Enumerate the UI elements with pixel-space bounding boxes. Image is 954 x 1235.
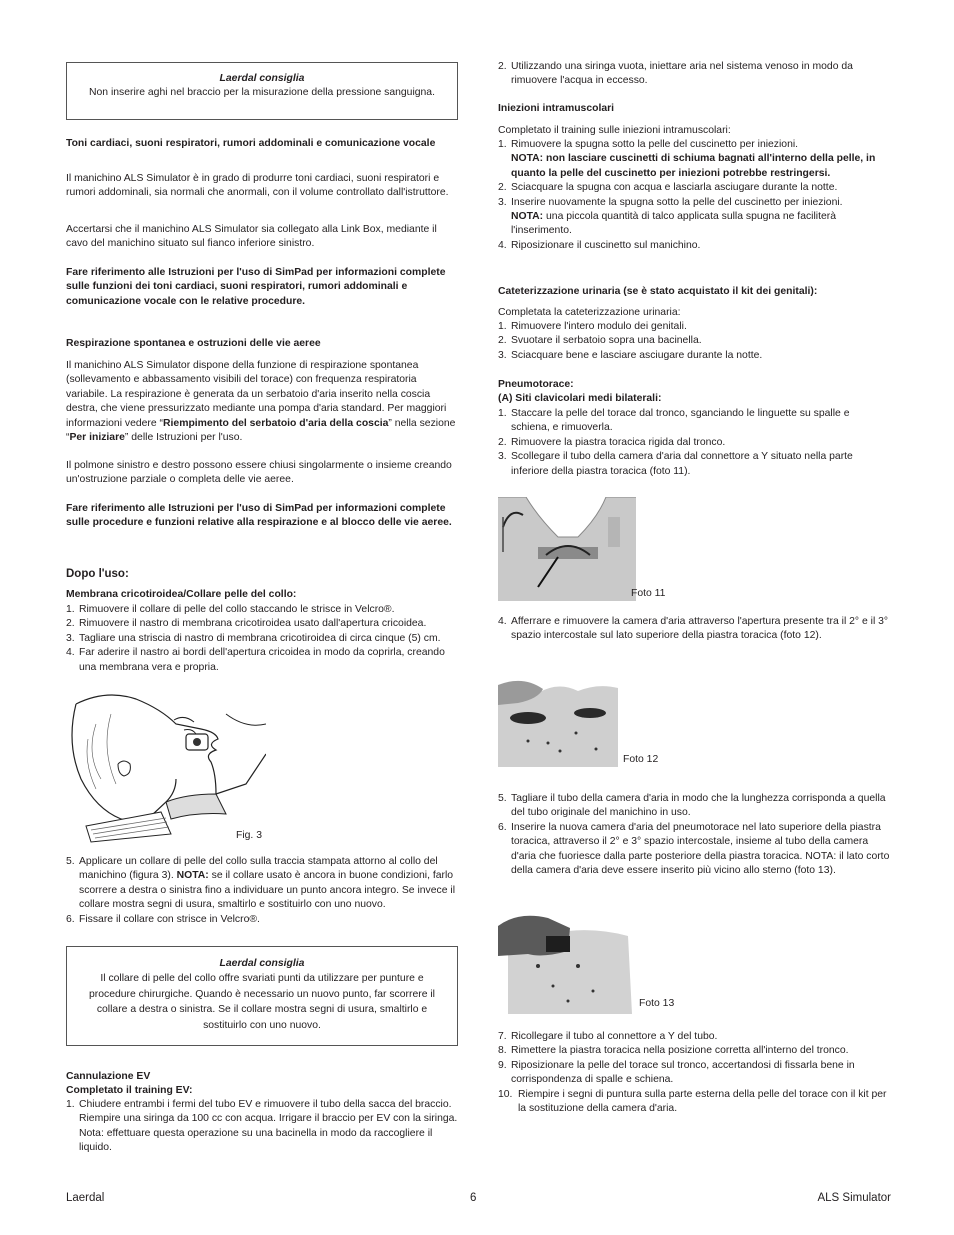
tip-title: Laerdal consiglia — [219, 73, 305, 84]
right-column — [498, 0, 890, 1235]
paragraph: Completata la cateterizzazione urinaria: — [498, 307, 681, 318]
paragraph-bold: Fare riferimento alle Istruzioni per l'uso di SimPad per informazioni complete sulle procedure e funzioni relative alla respirazione e al blocco delle vie aeree. — [66, 503, 452, 529]
list-item: 6. Inserire la nuova camera d'aria del pneumotorace nel lato superiore della piastra toracica, attraverso il 2° e 3° spazio intercostale, insieme al tubo della camera d'aria che fuoriesce dalla parte posteriore della piastra toracica. NOTA: il lato corto della camera d'aria deve essere inserito più vicino allo sterno (foto 13). — [498, 821, 890, 877]
list-item: 3. Sciacquare bene e lasciare asciugare durante la notte. — [498, 349, 763, 361]
tip-text: Non inserire aghi nel braccio per la misurazione della pressione sanguigna. — [89, 87, 435, 99]
heading-membrane: Membrana cricotiroidea/Collare pelle del collo: — [66, 589, 297, 600]
heading-im-injections: Iniezioni intramuscolari — [498, 103, 615, 114]
paragraph: Accertarsi che il manichino ALS Simulator sia collegato alla Link Box, mediante il cavo del manichino situato sul fianco inferiore sinistro. — [66, 224, 437, 250]
paragraph: Il polmone sinistro e destro possono essere chiusi singolarmente o insieme creando un'ostruzione parziale o completa delle vie aeree. — [66, 460, 452, 486]
paragraph-bold: Fare riferimento alle Istruzioni per l'uso di SimPad per informazioni complete sulle funzioni dei toni cardiaci, suoni respiratori, rumori addominali e comunicazione vocale con le relative procedure. — [66, 267, 446, 307]
laerdal-tip-box-1 — [66, 62, 458, 120]
footer-brand: Laerdal — [66, 1192, 105, 1204]
im-steps — [498, 138, 890, 253]
membrane-steps — [66, 603, 458, 675]
membrane-steps-continued — [66, 855, 458, 927]
heading-heart-sounds: Toni cardiaci, suoni respiratori, rumori addominali e comunicazione vocale — [66, 138, 436, 149]
heading-spontaneous-breathing: Respirazione spontanea e ostruzioni delle vie aeree — [66, 338, 321, 349]
list-item: 1. Rimuovere la spugna sotto la pelle del cuscinetto per iniezioni. NOTA: non lasciare cuscinetti di schiuma bagnati all'interno della pelle, in quanto la pelle del cuscinetto per iniezioni potrebbe restringersi. — [498, 139, 876, 179]
footer-page-number: 6 — [470, 1192, 477, 1204]
list-item: 7. Ricollegare il tubo al connettore a Y del tubo. — [498, 1031, 718, 1042]
list-item: 5. Tagliare il tubo della camera d'aria in modo che la lunghezza corrisponda a quella del tubo originale del manichino in uso. — [498, 793, 886, 819]
list-item: 1. Rimuovere il collare di pelle del collo staccando le strisce in Velcro®. — [66, 604, 395, 615]
list-item: 3. Tagliare una striscia di nastro di membrana cricotiroidea di circa cinque (5) cm. — [66, 632, 441, 644]
left-column — [66, 0, 458, 1235]
list-item: 4. Afferrare e rimuovere la camera d'aria attraverso l'apertura presente tra il 2° e il 3° spazio intercostale sul lato superiore della piastra toracica (foto 12). — [498, 616, 889, 642]
figure-3-head-drawing — [66, 684, 266, 844]
list-item: 4. Far aderire il nastro ai bordi dell'apertura cricoidea in modo da coprirla, creando una membrana vera e propria. — [66, 647, 445, 673]
list-item: 3. Scollegare il tubo della camera d'aria dal connettore a Y situato nella parte inferiore della piastra toracica (foto 11). — [498, 451, 853, 477]
pneumothorax-steps-5-6 — [498, 792, 890, 878]
photo-11-caption: Foto 11 — [631, 588, 666, 599]
pneumothorax-step-4 — [498, 615, 890, 644]
heading-pneumothorax: Pneumotorace: — [498, 379, 574, 390]
list-item: 3. Inserire nuovamente la spugna sotto la pelle del cuscinetto per iniezioni. NOTA: una piccola quantità di talco applicata sulla spugna ne faciliterà l'inserimento. — [498, 196, 843, 237]
list-item: 10. Riempire i segni di puntura sulla parte esterna della pelle del torace con il kit per la sostituzione della camera d'aria. — [498, 1088, 887, 1115]
list-item: 4. Riposizionare il cuscinetto sul manichino. — [498, 239, 701, 251]
list-item: 2. Svuotare il serbatoio sopra una bacinella. — [498, 335, 702, 347]
heading-iv-completed: Completato il training EV: — [66, 1085, 193, 1096]
photo-12-air-chamber — [498, 663, 618, 767]
figure-3-caption: Fig. 3 — [236, 830, 262, 841]
list-item: 2. Rimuovere il nastro di membrana cricotiroidea usato dall'apertura cricoidea. — [66, 618, 427, 630]
paragraph: Il manichino ALS Simulator è in grado di produrre toni cardiaci, suoni respiratori e rumori addominali, sia normali che anormali, con il volume controllato dall'istruttore. — [66, 173, 449, 199]
list-item: 1. Chiudere entrambi i fermi del tubo EV e rimuovere il tubo della sacca del braccio. Riempire una siringa da 100 cc con acqua. Irrigare il braccio per EV con la siringa. Nota: effettuare questa operazione su una bacinella in modo da raccogliere il liquido. — [66, 1099, 458, 1154]
photo-13-insertion — [498, 906, 632, 1014]
list-item: 2. Sciacquare la spugna con acqua e lasciarla asciugare durante la notte. — [498, 182, 838, 194]
list-item: 1. Staccare la pelle del torace dal tronco, sganciando le linguette su spalle e schiena, e rimuoverla. — [498, 408, 850, 434]
list-item: 1. Rimuovere l'intero modulo dei genitali. — [498, 321, 687, 332]
list-item: 5. Applicare un collare di pelle del collo sulla traccia stampata attorno al collo del manichino (figura 3). NOTA: se il collare usato è ancora in buone condizioni, farlo scorrere a destra o sinistra fino a individuare un punto ancora integro. Se invece il collare mostra segni di usura, smaltirlo e sostituirlo con uno nuovo. — [66, 856, 456, 911]
list-item: 6. Fissare il collare con strisce in Velcro®. — [66, 913, 260, 925]
paragraph: Il manichino ALS Simulator dispone della funzione di respirazione spontanea (sollevamento e abbassamento visibili del torace) con frequenza respiratoria variabile. La respirazione è generata da un serbatoio d'aria inserito nella coscia destra, che viene pressurizzato mediante una pompa d'aria standard. Per maggiori informazioni vedere “Riempimento del serbatoio d'aria della coscia” nella sezione “Per iniziare” delle Istruzioni per l'uso. — [66, 360, 456, 444]
list-item: 2. Utilizzando una siringa vuota, iniettare aria nel sistema venoso in modo da rimuovere l'acqua in eccesso. — [498, 61, 853, 87]
laerdal-tip-box-2 — [66, 946, 458, 1046]
catheter-steps — [498, 320, 890, 363]
heading-clavicular-sites: (A) Siti clavicolari medi bilaterali: — [498, 393, 662, 404]
iv-steps — [66, 1098, 458, 1156]
tip-text: Il collare di pelle del collo offre svariati punti da utilizzare per punture e procedure chirurgiche. Quando è necessario un nuovo punto, far scorrere il collare a destra o sinistra. Se il collare mostra segni di usura, smaltirlo e sostituirlo con uno nuovo. — [89, 973, 435, 1031]
photo-11-chest-plate — [498, 497, 636, 601]
list-item: 9. Riposizionare la pelle del torace sul tronco, accertandosi di fissarla bene in corrispondenza di spalle e schiena. — [498, 1059, 855, 1086]
pneumothorax-steps-7-10 — [498, 1030, 890, 1116]
heading-iv-cannulation: Cannulazione EV — [66, 1071, 151, 1082]
heading-urinary-catheter: Cateterizzazione urinaria (se è stato acquistato il kit dei genitali): — [498, 286, 818, 297]
tip-title: Laerdal consiglia — [219, 958, 305, 969]
photo-13-caption: Foto 13 — [639, 998, 675, 1009]
iv-steps-continued — [498, 60, 890, 89]
paragraph: Completato il training sulle iniezioni intramuscolari: — [498, 125, 731, 136]
photo-12-caption: Foto 12 — [623, 754, 659, 765]
heading-after-use: Dopo l'uso: — [66, 568, 129, 580]
list-item: 8. Rimettere la piastra toracica nella posizione corretta all'interno del tronco. — [498, 1045, 849, 1057]
list-item: 2. Rimuovere la piastra toracica rigida dal tronco. — [498, 436, 726, 448]
footer-product: ALS Simulator — [817, 1192, 891, 1204]
pneumothorax-steps — [498, 407, 890, 479]
